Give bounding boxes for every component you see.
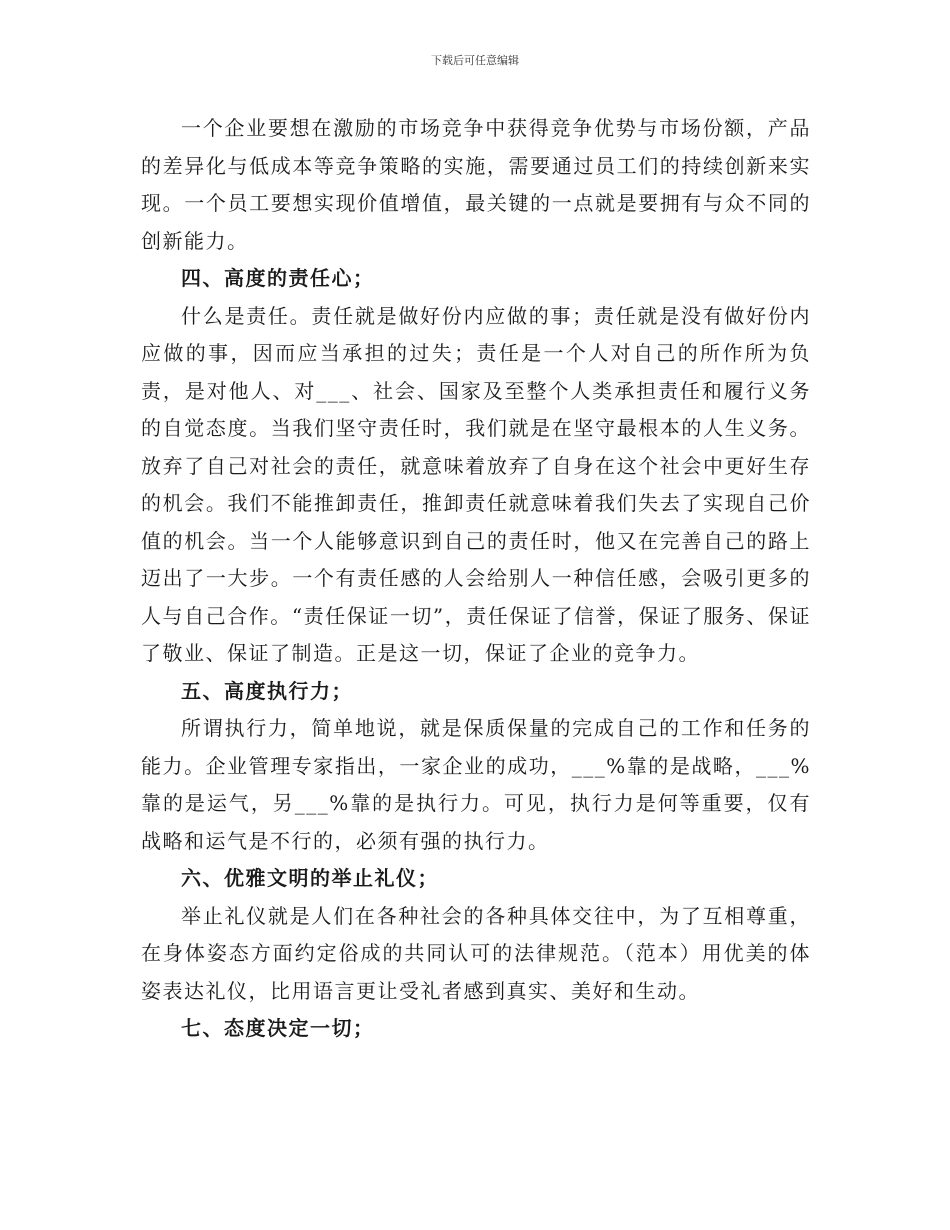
section-heading-etiquette: 六、优雅文明的举止礼仪； — [181, 866, 439, 890]
section-heading-attitude: 七、态度决定一切； — [181, 1016, 375, 1040]
section-heading-execution: 五、高度执行力； — [181, 678, 353, 703]
page-header-note: 下载后可任意编辑 — [431, 54, 519, 67]
section-heading-responsibility: 四、高度的责任心； — [181, 266, 375, 290]
paragraph-responsibility: 什么是责任。责任就是做好份内应做的事；责任就是没有做好份内应做的事，因而应当承担的过失；责任是一个人对自己的所作所为负责，是对他人、对___、社会、国家及至整个人类承担责任和履行义务的自觉态度。当我们坚守责任时，我们就是在坚守最根本的人生义务。放弃了自己对社会的责任，就意味着放弃了自身在这个社会中更好生存的机会。我们不能推卸责任，推卸责任就意味着我们失去了实现自己价值的机会。当一个人能够意识到自己的责任时，他又在完善自己的路上迈出了一大步。一个有责任感的人会给别人一种信任感，会吸引更多的人与自己合作。“责任保证一切”，责任保证了信誉，保证了服务、保证了敬业、保证了制造。正是这一切，保证了企业的竞争力。 — [141, 303, 811, 665]
paragraph-innovation: 一个企业要想在激励的市场竞争中获得竞争优势与市场份额，产品的差异化与低成本等竞争策略的实施，需要通过员工们的持续创新来实现。一个员工要想实现价值增值，最关键的一点就是要拥有与众不同的创新能力。 — [141, 116, 811, 253]
paragraph-execution: 所谓执行力，简单地说，就是保质保量的完成自己的工作和任务的能力。企业管理专家指出，一家企业的成功，___%靠的是战略，___%靠的是运气，另___%靠的是执行力。可见，执行力是何等重要，仅有战略和运气是不行的，必须有强的执行力。 — [141, 716, 811, 853]
document-body — [141, 110, 811, 1048]
paragraph-etiquette: 举止礼仪就是人们在各种社会的各种具体交往中，为了互相尊重，在身体姿态方面约定俗成的共同认可的法律规范。（范本）用优美的体姿表达礼仪，比用语言更让受礼者感到真实、美好和生动。 — [141, 903, 811, 1003]
